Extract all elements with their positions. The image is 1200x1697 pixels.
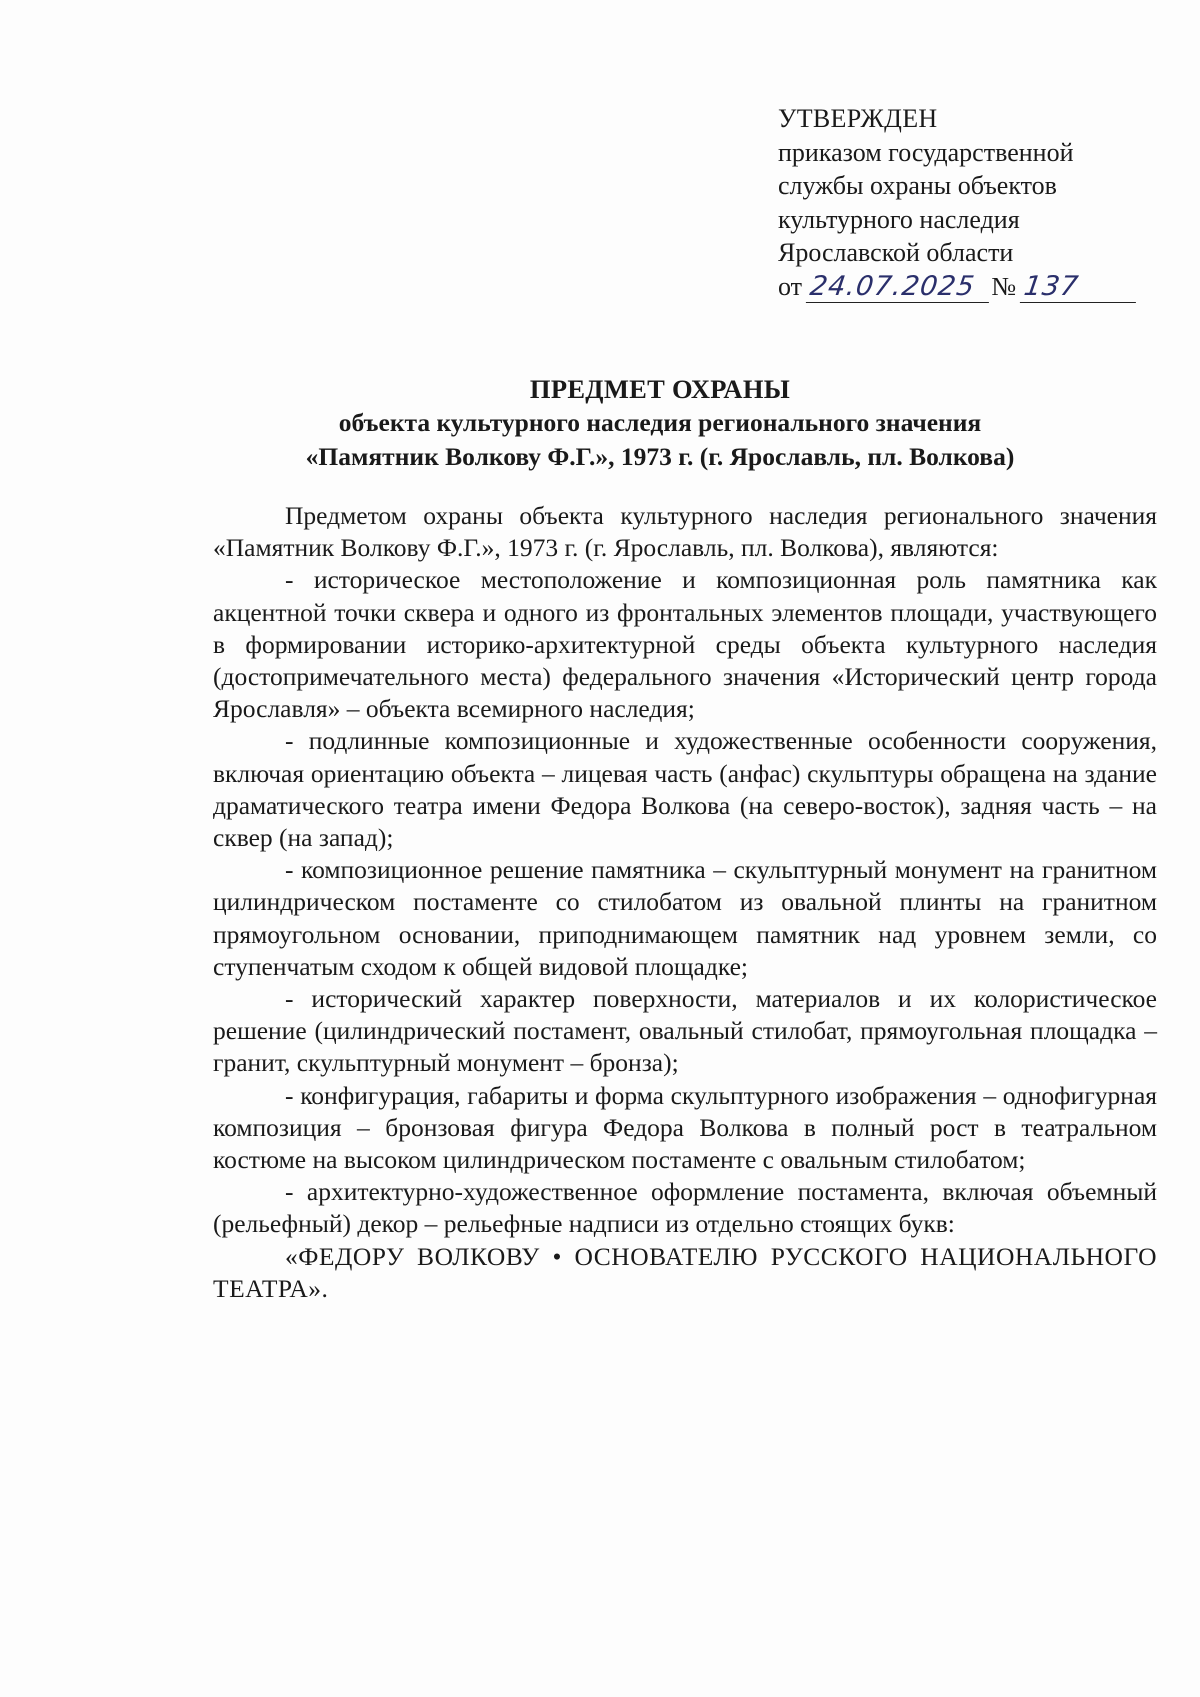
- approval-line: приказом государственной: [778, 137, 1074, 167]
- intro-paragraph: Предметом охраны объекта культурного наследия регионального значения «Памятник Волкову Ф.Г.», 1973 г. (г. Ярославль, пл. Волкова), являются:: [213, 501, 1157, 563]
- inscription-text: «ФЕДОРУ ВОЛКОВУ • ОСНОВАТЕЛЮ РУССКОГО НАЦИОНАЛЬНОГО ТЕАТРА».: [213, 1241, 1157, 1303]
- protection-item: - архитектурно-художественное оформление постамента, включая объемный (рельефный) декор – рельефные надписи из отдельно стоящих букв:: [213, 1177, 1157, 1239]
- approval-block: [778, 102, 1138, 303]
- approval-date-line: [778, 270, 1138, 304]
- approval-line: Ярославской области: [778, 238, 1014, 267]
- document-subtitle: объекта культурного наследия регионального значения: [338, 408, 982, 437]
- protection-item: - историческое местоположение и композиционная роль памятника как акцентной точки сквера и одного из фронтальных элементов площади, участвующего в формировании историко-архитектурной среды объекта культурного наследия (достопримечательного места) федерального значения «Исторический центр города Ярославля» – объекта всемирного наследия;: [213, 565, 1157, 724]
- handwritten-number: 137: [1020, 272, 1140, 303]
- date-prefix: от: [778, 271, 803, 301]
- document-body: [213, 500, 1157, 1305]
- protection-item: - подлинные композиционные и художественные особенности сооружения, включая ориентацию объекта – лицевая часть (анфас) скульптуры обращена на здание драматического театра имени Федора Волкова (на северо-восток), задняя часть – на сквер (на запад);: [213, 726, 1157, 853]
- approval-title: УТВЕРЖДЕН: [778, 104, 938, 133]
- object-name: «Памятник Волкову Ф.Г.», 1973 г. (г. Ярославль, пл. Волкова): [305, 442, 1015, 471]
- protection-item: - конфигурация, габариты и форма скульптурного изображения – однофигурная композиция – бронзовая фигура Федора Волкова в полный рост в театральном костюме на высоком цилиндрическом постаменте с овальным стилобатом;: [213, 1080, 1157, 1175]
- approval-line: культурного наследия: [778, 204, 1020, 234]
- protection-item: - композиционное решение памятника – скульптурный монумент на гранитном цилиндрическом постаменте со стилобатом из овальной плинты на гранитном прямоугольном основании, приподнимающем памятник над уровнем земли, со ступенчатым сходом к общей видовой площадке;: [213, 855, 1157, 981]
- document-heading: [200, 372, 1120, 474]
- document-title: ПРЕДМЕТ ОХРАНЫ: [529, 374, 791, 404]
- handwritten-date: 24.07.2025: [806, 272, 994, 303]
- number-sign: №: [991, 271, 1017, 301]
- approval-line: службы охраны объектов: [778, 171, 1057, 200]
- protection-item: - исторический характер поверхности, материалов и их колористическое решение (цилиндрический постамент, овальный стилобат, прямоугольная площадка – гранит, скульптурный монумент – бронза);: [213, 984, 1157, 1078]
